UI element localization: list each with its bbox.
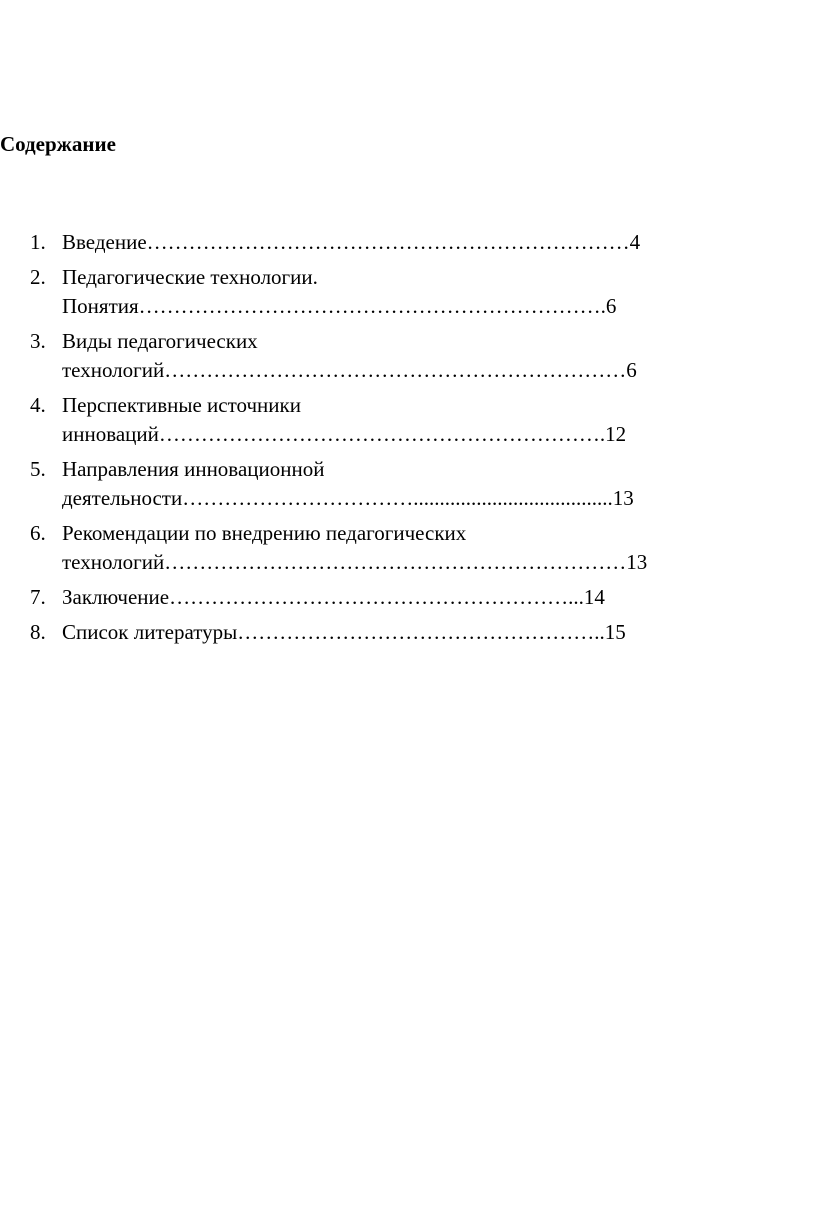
toc-item [30, 583, 750, 612]
toc-item-text [62, 263, 750, 321]
toc-item-line: деятельности……………………………......................................13 [62, 486, 634, 510]
toc-item [30, 455, 750, 513]
toc-item [30, 391, 750, 449]
toc-item-text [62, 618, 750, 647]
toc-item-text [62, 228, 750, 257]
toc-item-text [62, 327, 750, 385]
toc-item [30, 618, 750, 647]
toc-item-number: 2. [30, 265, 46, 289]
toc-item-text [62, 583, 750, 612]
toc-item [30, 519, 750, 577]
toc-item-line: Виды педагогических [62, 329, 258, 353]
toc-item-line: Понятия………………………………………………………….6 [62, 294, 617, 318]
toc-item-line: Список литературы……………………………………………..15 [62, 620, 626, 644]
toc-item-number: 8. [30, 620, 46, 644]
toc-item [30, 327, 750, 385]
toc-item-text [62, 455, 750, 513]
toc-item-number: 7. [30, 585, 46, 609]
toc-item-number: 6. [30, 521, 46, 545]
toc-item-line: инноваций……………………………………………………….12 [62, 422, 627, 446]
toc-item-number: 5. [30, 457, 46, 481]
toc-list [30, 228, 750, 653]
toc-item-line: Направления инновационной [62, 457, 325, 481]
toc-item-number: 4. [30, 393, 46, 417]
toc-item-line: Педагогические технологии. [62, 265, 318, 289]
toc-item [30, 228, 750, 257]
toc-item-line: технологий…………………………………………………………13 [62, 550, 648, 574]
toc-item-text [62, 519, 750, 577]
toc-item-line: Введение……………………………………………………………4 [62, 230, 641, 254]
toc-item-line: Заключение…………………………………………………...14 [62, 585, 605, 609]
toc-item-line: Перспективные источники [62, 393, 301, 417]
toc-item-text [62, 391, 750, 449]
toc-item-number: 1. [30, 230, 46, 254]
toc-item-line: Рекомендации по внедрению педагогических [62, 521, 467, 545]
toc-item [30, 263, 750, 321]
toc-item-number: 3. [30, 329, 46, 353]
toc-item-line: технологий…………………………………………………………6 [62, 358, 637, 382]
toc-title: Содержание [0, 132, 116, 156]
